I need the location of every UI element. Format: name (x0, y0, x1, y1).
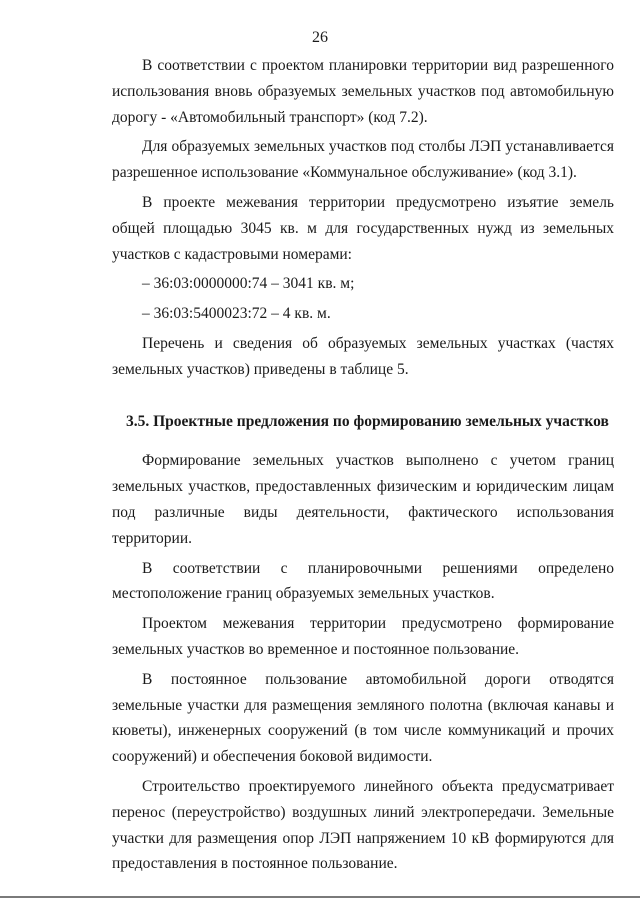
scan-edge-line (0, 896, 640, 898)
list-item-cadastral-2: – 36:03:5400023:72 – 4 кв. м. (142, 305, 331, 323)
paragraph-power-lines: Строительство проектируемого линейного объекта предусматривает перенос (переустройство) воздушных линий электропередачи. Земельные участки для размещения опор ЛЭП напряжением 10 кВ формируются для предоставления в постоянное пользование. (112, 777, 614, 873)
paragraph-table-reference: Перечень и сведения об образуемых земельных участках (частях земельных участков) приведены в таблице 5. (112, 334, 614, 378)
paragraph-land-use-road: В соответствии с проектом планировки территории вид разрешенного использования вновь образуемых земельных участков под автомобильную дорогу - «Автомобильный транспорт» (код 7.2). (112, 57, 614, 126)
paragraph-land-withdrawal: В проекте межевания территории предусмотрено изъятие земель общей площадью 3045 кв. м для государственных нужд из земельных участков с кадастровыми номерами: (112, 193, 614, 263)
document-body (112, 53, 614, 877)
paragraph-land-use-power-poles: Для образуемых земельных участков под столбы ЛЭП устанавливается разрешенное использование «Коммунальное обслуживание» (код 3.1). (112, 138, 614, 182)
page-number: 26 (312, 29, 328, 46)
paragraph-usage-types: Проектом межевания территории предусмотрено формирование земельных участков во временное и постоянное пользование. (112, 615, 614, 658)
paragraph-boundaries: В соответствии с планировочными решениями определено местоположение границ образуемых земельных участков. (112, 559, 614, 603)
list-item-cadastral-1: – 36:03:0000000:74 – 3041 кв. м; (142, 275, 355, 293)
paragraph-formation: Формирование земельных участков выполнено с учетом границ земельных участков, предоставленных физическим и юридическим лицам под различные виды деятельности, фактического использования территории. (112, 452, 614, 547)
section-heading: 3.5. Проектные предложения по формированию земельных участков (126, 412, 609, 430)
paragraph-permanent-use: В постоянное пользование автомобильной дороги отводятся земельные участки для размещения земляного полотна (включая канавы и кюветы), инженерных сооружений (в том числе коммуникаций и прочих сооружений) и обеспечения боковой видимости. (112, 670, 614, 766)
